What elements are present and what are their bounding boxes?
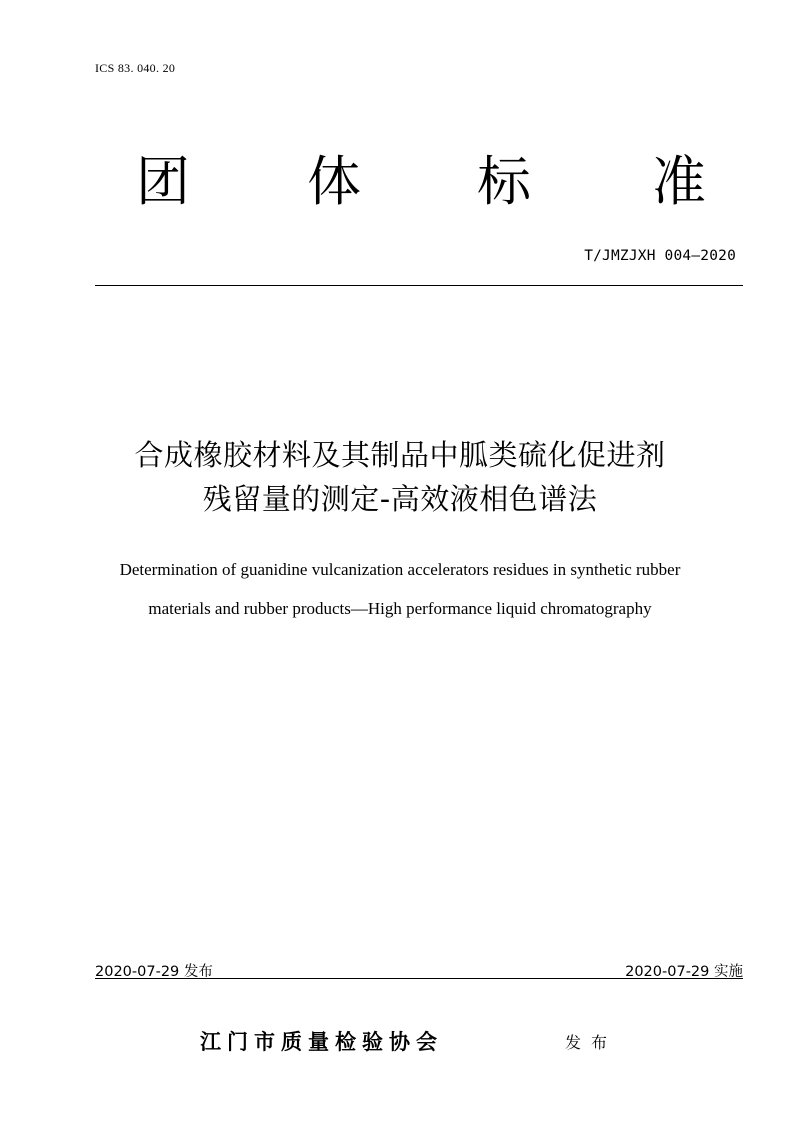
standard-number: T/JMZJXH 004—2020 [584, 248, 736, 264]
category-char-4: 准 [652, 150, 706, 213]
ics-code: ICS 83. 040. 20 [95, 61, 176, 75]
category-char-1: 团 [136, 150, 190, 213]
publish-date: 2020-07-29 发布 [95, 964, 213, 980]
publish-label: 发布 [565, 1033, 618, 1052]
category-char-3: 标 [477, 150, 531, 213]
category-char-2: 体 [307, 150, 361, 213]
publisher-name: 江门市质量检验协会 [200, 1029, 443, 1054]
chinese-title-line-1: 合成橡胶材料及其制品中胍类硫化促进剂 [134, 438, 666, 472]
english-title-line-1: Determination of guanidine vulcanization accelerators residues in synthetic rubber [119, 560, 681, 579]
header-divider [95, 285, 743, 286]
date-divider [95, 978, 743, 979]
implement-date: 2020-07-29 实施 [625, 964, 743, 980]
chinese-title-line-2: 残留量的测定-高效液相色谱法 [202, 482, 598, 516]
english-title-line-2: materials and rubber products—High performance liquid chromatography [148, 599, 652, 618]
